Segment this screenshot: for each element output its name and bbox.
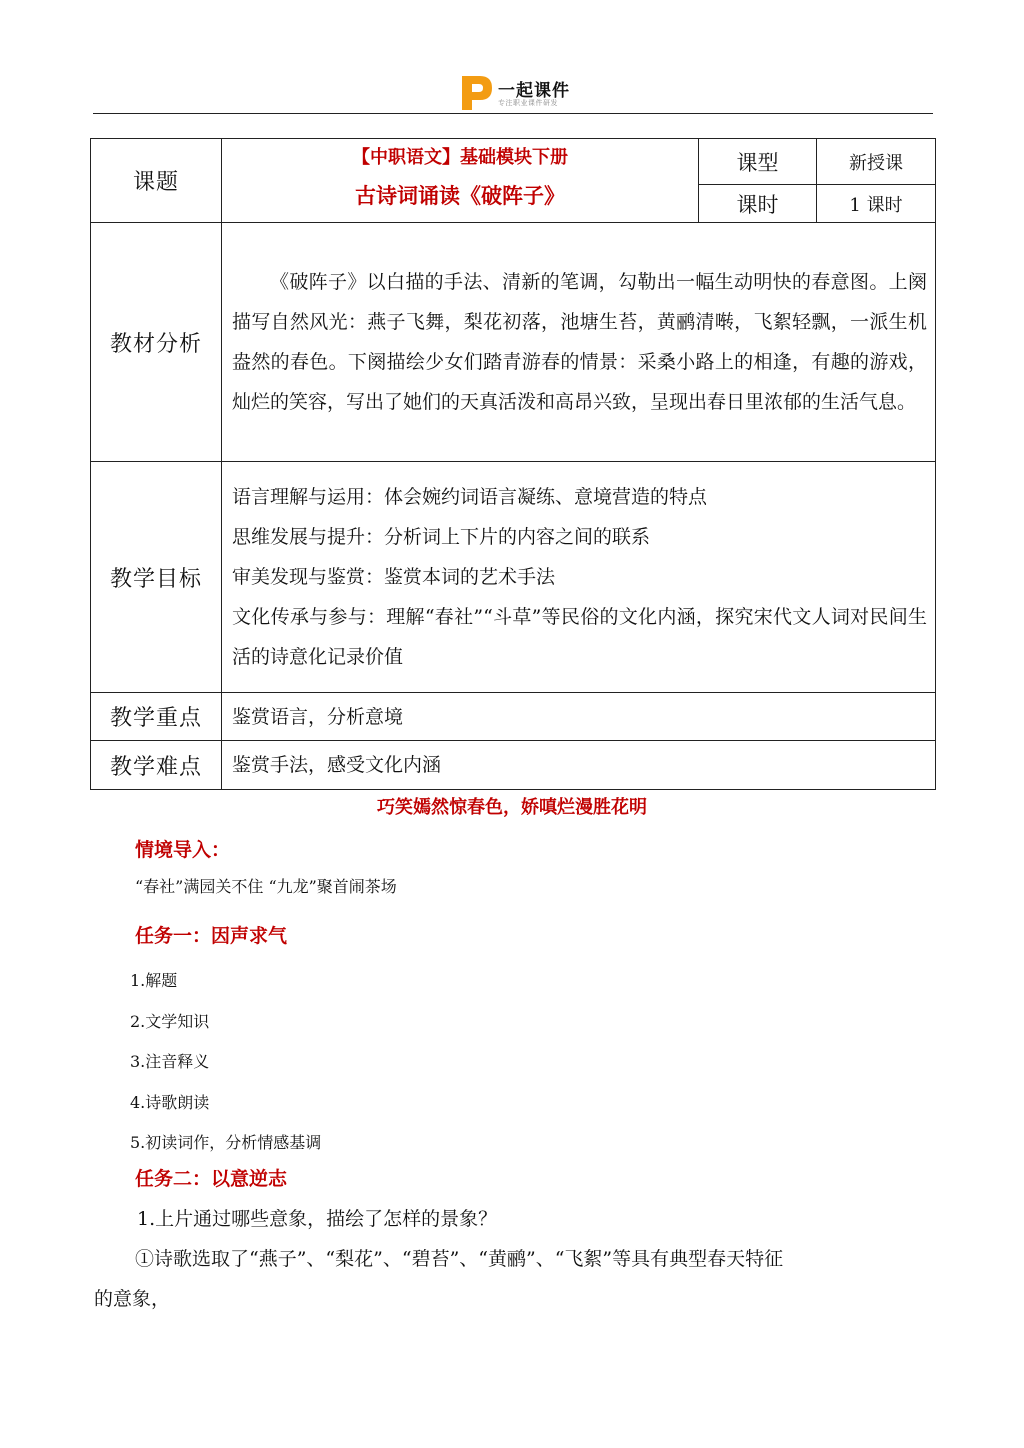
goal-item: 文化传承与参与：理解“春社”“斗草”等民俗的文化内涵，探究宋代文人词对民间生活的诗意化记录价值 xyxy=(232,606,927,668)
goals-cell xyxy=(222,462,936,693)
task1-heading: 任务一：因声求气 xyxy=(135,925,288,947)
task1-item: 3.注音释义 xyxy=(130,1052,210,1071)
goal-item: 审美发现与鉴赏：鉴赏本词的艺术手法 xyxy=(232,566,556,588)
lesson-hours-value: 1 课时 xyxy=(817,185,936,223)
analysis-text: 《破阵子》以白描的手法、清新的笔调，勾勒出一幅生动明快的春意图。上阕描写自然风光：燕子飞舞，梨花初落，池塘生苔，黄鹂清啭，飞絮轻飘，一派生机盎然的春色。下阕描绘少女们踏青游春的情景：采桑小路上的相逢，有趣的游戏，灿烂的笑容，写出了她们的天真活泼和高昂兴致，呈现出春日里浓郁的生活气息。 xyxy=(232,271,927,413)
key-point-label: 教学重点 xyxy=(91,693,222,741)
topic-label: 课题 xyxy=(91,139,222,223)
goal-item: 思维发展与提升：分析词上下片的内容之间的联系 xyxy=(232,526,651,548)
task1-item: 1.解题 xyxy=(130,971,178,990)
brand-logo-icon xyxy=(456,72,496,112)
brand-tagline: 专注职业课件研发 xyxy=(498,99,558,107)
difficulty-value: 鉴赏手法，感受文化内涵 xyxy=(222,741,936,790)
key-point-value: 鉴赏语言，分析意境 xyxy=(222,693,936,741)
intro-text: “春社”满园关不住 “九龙”聚首闹茶场 xyxy=(135,877,397,896)
lesson-hours-label: 课时 xyxy=(699,185,817,223)
task2-question: 1.上片通过哪些意象，描绘了怎样的景象？ xyxy=(137,1208,498,1230)
difficulty-label: 教学难点 xyxy=(91,741,222,790)
lesson-type-value: 新授课 xyxy=(817,139,936,185)
task2-answer-line: 的意象， xyxy=(94,1288,171,1310)
analysis-label: 教材分析 xyxy=(91,223,222,462)
goals-label: 教学目标 xyxy=(91,462,222,693)
intro-heading: 情境导入： xyxy=(135,839,231,861)
task2-answer-line: ①诗歌选取了“燕子”、“梨花”、“碧苔”、“黄鹂”、“飞絮”等具有典型春天特征 xyxy=(135,1248,784,1270)
lesson-series-title: 【中职语文】基础模块下册 xyxy=(352,146,568,168)
task1-item: 2.文学知识 xyxy=(130,1012,210,1031)
analysis-cell xyxy=(222,223,936,462)
lesson-plan-table xyxy=(90,138,936,790)
section-subtitle: 巧笑嫣然惊春色，娇嗔烂漫胜花明 xyxy=(377,797,647,818)
lesson-title-cell xyxy=(222,139,699,223)
task1-item: 5.初读词作，分析情感基调 xyxy=(130,1133,322,1152)
lesson-title: 古诗词诵读《破阵子》 xyxy=(355,182,565,208)
goal-item: 语言理解与运用：体会婉约词语言凝练、意境营造的特点 xyxy=(232,486,708,508)
task2-heading: 任务二：以意逆志 xyxy=(135,1168,288,1190)
header-divider xyxy=(93,113,933,114)
page-header xyxy=(0,0,1024,120)
task1-item: 4.诗歌朗读 xyxy=(130,1093,210,1112)
lesson-type-label: 课型 xyxy=(699,139,817,185)
brand-name: 一起课件 xyxy=(498,81,570,101)
